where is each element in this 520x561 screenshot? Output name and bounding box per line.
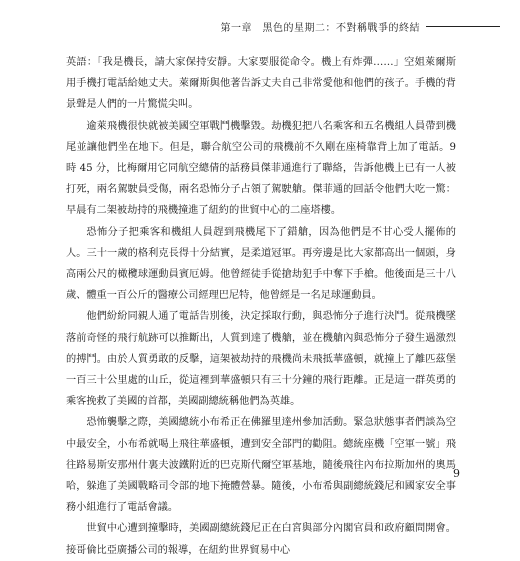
- running-header: [0, 18, 500, 34]
- paragraph: 英語：「我是機長，請大家保持安靜。大家要服從命令。機上有炸彈……」空姐萊爾斯用手機打電話給她丈夫。萊爾斯與他著告訴丈夫自己非常愛他和他們的孩子。手機的背景聲是人們的一片驚慌尖叫。: [66, 57, 456, 111]
- paragraph: 恐怖襲擊之際，美國總統小布希正在佛羅里達州參加活動。緊急狀態事者們談為空中最安全，小布希就喝上飛往華盛頓，遭到安全部門的勸阻。總統座機「空軍一號」飛往路易斯安那州什裏夫波鐵附近的巴克斯代爾空軍基地，隨後飛往內布拉斯加州的奧馬哈，躲進了美國戰略司令部的地下掩體營暴。隨後，小布希與副總統錢尼和國家安全事務小組進行了電話會議。: [66, 417, 456, 514]
- paragraph: 他們紛紛同親人通了電話告別後，決定採取行動，與恐怖分子進行決鬥。從飛機墜落前奇怪的飛行航跡可以推斷出，人質到達了機艙，並在機艙內與恐怖分子發生過激烈的搏鬥。由於人質勇敢的反擊，這架被劫持的飛機尚未飛抵華盛頓，就撞上了離匹茲堡一百三十公里處的山丘，從這裡到華盛頓只有三十分鐘的飛行距離。正是這一群英勇的乘客挽救了美國的首都，美國副總統稱他們為英雄。: [66, 311, 456, 408]
- paragraph: 世貿中心遭到撞擊時，美國副總統錢尼正在白宮與部分內閣官員和政府顧問開會。接哥倫比亞廣播公司的報導，在紐約世界貿易中心: [66, 523, 456, 556]
- chapter-title: 第一章 黑色的星期二：不對稱戰爭的終結: [220, 22, 420, 34]
- body-text: [66, 52, 456, 561]
- page-number: 9: [453, 467, 460, 480]
- paragraph: 恐怖分子把乘客和機組人員趕到飛機尾下了錯艙，因為他們是不甘心受人擺佈的人。三十一歲的格利克長得十分結實，是柔道冠軍。再旁邊是比大家都高出一個頭，身高兩公尺的橄欖球運動員賓厄姆。他曾經徒手從搶劫犯手中奪下手槍。他後面是三十八歲、體重一百公斤的醫療公司經理巴尼特，他曾經是一名足球運動員。: [66, 226, 456, 302]
- header-rule: [426, 26, 500, 27]
- paragraph: 逾萊飛機很快就被美國空軍戰鬥機擊毀。劫機犯把八名乘客和五名機組人員帶到機尾並讓他們坐在地下。但是，聯合航空公司的飛機前不久剛在座椅靠背上加了電話。9 時 45 分，比梅爾用它同航空總倩的話務員傑菲通進行了聯絡，告訴他機上已有一人被打死，兩名駕駛員受傷，兩名恐怖分子占領了駕駛艙。傑菲通的回話令他們大吃一驚：早晨有二架被劫持的飛機撞進了紐約的世貿中心的二座塔樓。: [66, 120, 456, 217]
